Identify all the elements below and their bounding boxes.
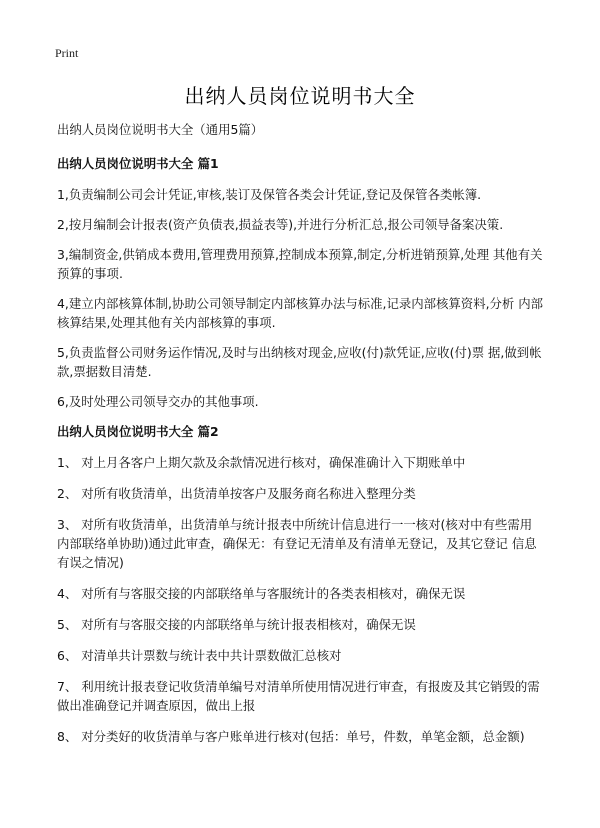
list-item: 7、 利用统计报表登记收货清单编号对清单所使用情况进行审查，有报废及其它销毁的需 做出准确登记并调查原因，做出上报 — [57, 679, 540, 713]
list-item: 1、 对上月各客户上期欠款及余款情况进行核对，确保准确计入下期账单中 — [57, 455, 466, 470]
list-item: 6,及时处理公司领导交办的其他事项. — [57, 394, 259, 409]
section-2 — [57, 422, 547, 746]
list-item: 3、 对所有收货清单，出货清单与统计报表中所统计信息进行一一核对(核对中有些需用 内部联络单协助)通过此审查，确保无：有登记无清单及有清单无登记，及其它登记 信息有误之情况) — [57, 517, 537, 570]
list-item: 2、 对所有收货清单，出货清单按客户及服务商名称进入整理分类 — [57, 486, 416, 501]
document-body — [57, 120, 547, 758]
list-item: 4、 对所有与客服交接的内部联络单与客服统计的各类表相核对，确保无误 — [57, 586, 466, 601]
section-1 — [57, 154, 547, 411]
document-title: 出纳人员岗位说明书大全 — [184, 84, 416, 108]
section-heading: 出纳人员岗位说明书大全 篇2 — [57, 424, 219, 439]
list-item: 6、 对清单共计票数与统计表中共计票数做汇总核对 — [57, 648, 342, 663]
list-item: 5,负责监督公司财务运作情况,及时与出纳核对现金,应收(付)款凭证,应收(付)票 据,做到帐款,票据数目清楚. — [57, 345, 542, 379]
list-item: 8、 对分类好的收货清单与客户账单进行核对(包括：单号，件数，单笔金额，总金额) — [57, 729, 525, 744]
print-label: Print — [55, 46, 79, 60]
document-subtitle: 出纳人员岗位说明书大全（通用5篇） — [57, 122, 264, 137]
list-item: 5、 对所有与客服交接的内部联络单与统计报表相核对，确保无误 — [57, 617, 416, 632]
list-item: 4,建立内部核算体制,协助公司领导制定内部核算办法与标准,记录内部核算资料,分析 内部核算结果,处理其他有关内部核算的事项. — [57, 296, 544, 330]
section-heading: 出纳人员岗位说明书大全 篇1 — [57, 156, 219, 171]
list-item: 1,负责编制公司会计凭证,审核,装订及保管各类会计凭证,登记及保管各类帐簿. — [57, 187, 482, 202]
list-item: 3,编制资金,供销成本费用,管理费用预算,控制成本预算,制定,分析进销预算,处理 其他有关预算的事项. — [57, 247, 543, 281]
list-item: 2,按月编制会计报表(资产负债表,损益表等),并进行分析汇总,报公司领导备案决策. — [57, 217, 504, 232]
